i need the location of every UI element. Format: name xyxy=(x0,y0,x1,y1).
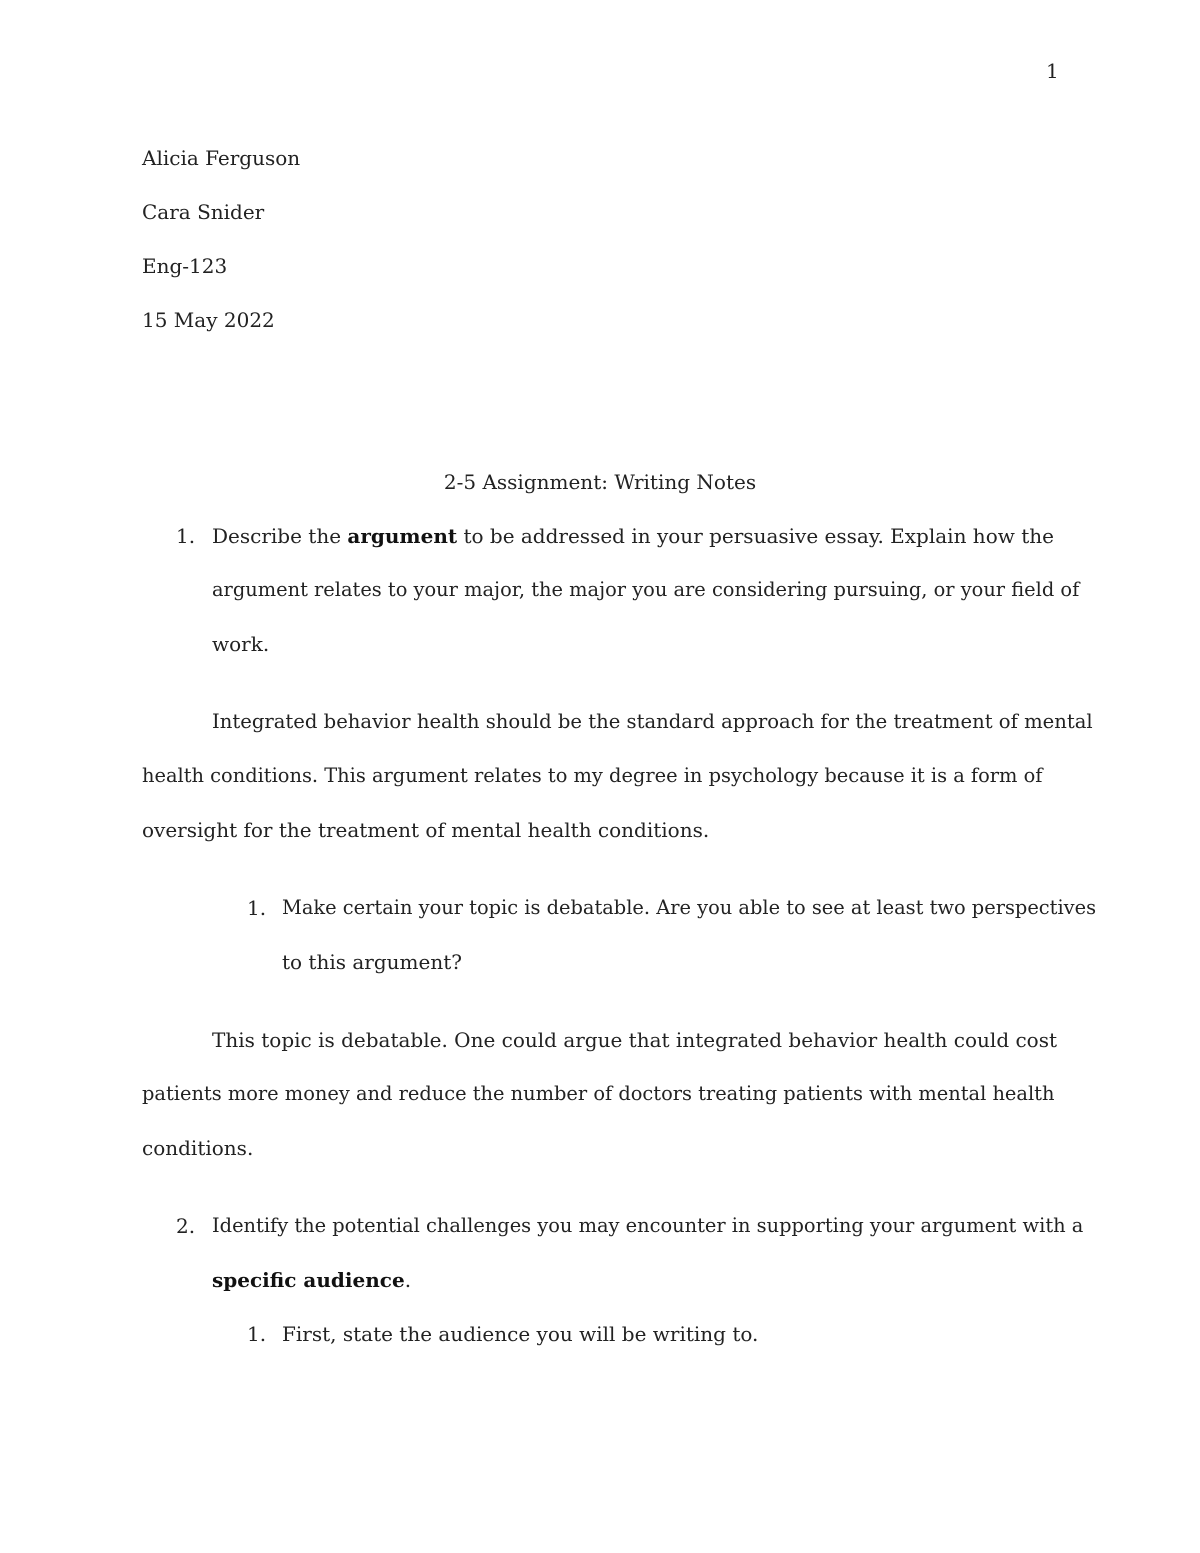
answer2-line-1: This topic is debatable. One could argue that integrated behavior health could cost xyxy=(212,1028,1058,1052)
q1-line-2: argument relates to your major, the major you are considering pursuing, or your field of xyxy=(212,578,1080,601)
assignment-date: 15 May 2022 xyxy=(142,308,275,332)
q1-line-1-end: to be addressed in your persuasive essay. Explain how the xyxy=(457,524,1054,548)
q1-line-1 xyxy=(212,526,1054,546)
answer2-line-2: patients more money and reduce the number of doctors treating patients with mental health xyxy=(142,1082,1055,1105)
q2-sub1-number: 1. xyxy=(247,1322,267,1346)
page-number: 1 xyxy=(1046,59,1059,83)
student-name: Alicia Ferguson xyxy=(142,146,301,170)
instructor-name: Cara Snider xyxy=(142,200,265,224)
q1-sub1-line-1: Make certain your topic is debatable. Are you able to see at least two perspectives xyxy=(282,896,1097,919)
q2-line-2-end: . xyxy=(404,1268,412,1292)
document-title: 2-5 Assignment: Writing Notes xyxy=(443,470,757,494)
q1-sub1-line-2: to this argument? xyxy=(282,950,462,974)
q1-line-1-start: Describe the xyxy=(212,524,348,548)
q2-line-2 xyxy=(212,1270,411,1290)
q2-number: 2. xyxy=(176,1214,196,1238)
course-code: Eng-123 xyxy=(142,254,228,278)
q2-sub1-line-1: First, state the audience you will be writing to. xyxy=(282,1322,759,1346)
q2-line-1: Identify the potential challenges you may encounter in supporting your argument with a xyxy=(212,1214,1084,1237)
q1-line-3: work. xyxy=(212,632,270,656)
q1-number: 1. xyxy=(176,524,196,548)
answer1-line-2: health conditions. This argument relates to my degree in psychology because it is a form of xyxy=(142,764,1043,787)
q2-bold-specific-audience: specific audience xyxy=(212,1268,405,1292)
answer1-line-1: Integrated behavior health should be the standard approach for the treatment of mental xyxy=(212,710,1093,733)
q1-bold-argument: argument xyxy=(347,524,458,548)
q1-sub1-number: 1. xyxy=(247,896,267,920)
answer1-line-3: oversight for the treatment of mental health conditions. xyxy=(142,818,710,842)
answer2-line-3: conditions. xyxy=(142,1136,254,1160)
